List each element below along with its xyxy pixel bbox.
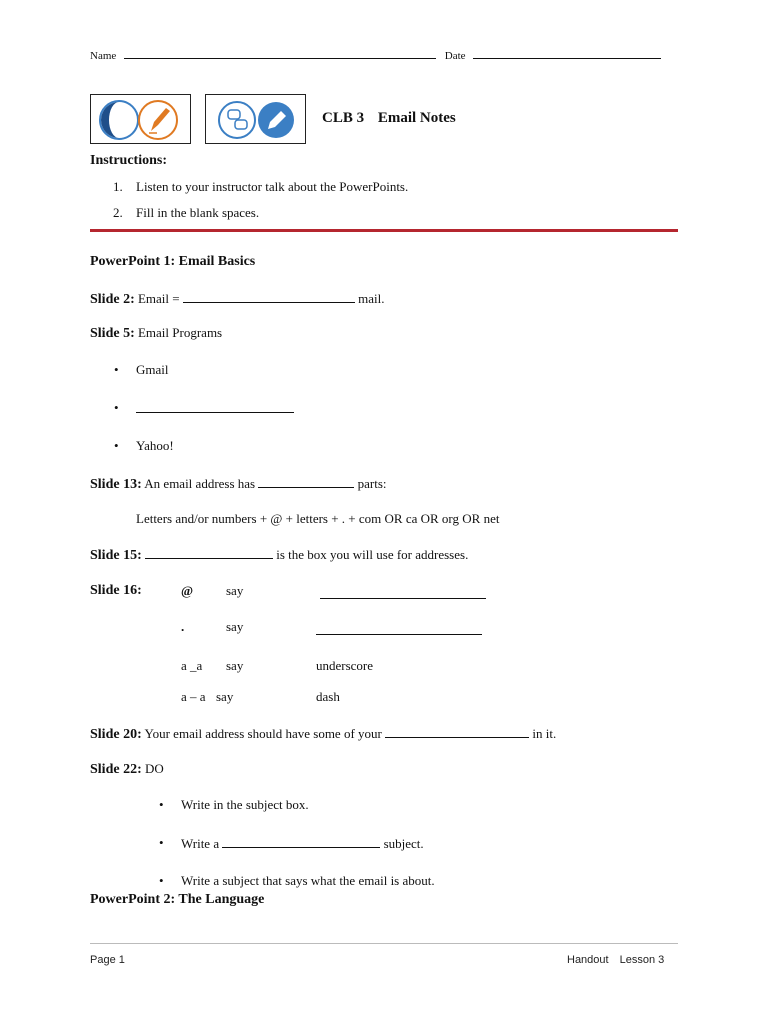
symbol: a – a <box>181 689 206 704</box>
slide-2-line <box>90 290 384 308</box>
blank-field[interactable] <box>136 400 294 413</box>
writing-icon <box>139 101 177 139</box>
section-heading: PowerPoint 2: The Language <box>90 892 265 907</box>
blank-field[interactable] <box>145 546 273 559</box>
slide-label: Slide 22: <box>90 762 142 777</box>
handout-label: Handout <box>567 954 609 966</box>
instruction-item <box>113 179 409 195</box>
slide-20-line <box>90 725 556 743</box>
slide-label: Slide 16: <box>90 583 142 598</box>
listening-icon <box>100 101 138 139</box>
date-label: Date <box>444 50 466 62</box>
footer-label <box>567 954 664 966</box>
symbol: . <box>181 619 185 634</box>
symbol: a _a <box>181 658 203 673</box>
email-formula: Letters and/or numbers + @ + letters + . + com OR ca OR org OR net <box>136 511 500 526</box>
say-label: say <box>226 583 244 598</box>
slide-text: Write a <box>181 836 220 851</box>
skills-logo-listening-writing <box>90 94 191 144</box>
name-date-row <box>90 46 670 64</box>
slide-text: subject. <box>383 836 424 851</box>
say-label: say <box>216 689 234 704</box>
instruction-number: 2. <box>113 205 123 220</box>
list-item <box>181 835 424 852</box>
instruction-item <box>113 205 260 221</box>
slide-label: Slide 5: <box>90 326 135 341</box>
section-heading: PowerPoint 1: Email Basics <box>90 254 256 269</box>
section-divider <box>90 229 678 232</box>
list-item: • Write a subject that says what the email is about. <box>181 873 435 889</box>
footer-divider <box>90 943 678 944</box>
say-label: say <box>226 619 244 634</box>
slide-22-line <box>90 761 164 778</box>
slide-text: is the box you will use for addresses. <box>276 547 469 562</box>
instruction-number: 1. <box>113 179 123 194</box>
date-field[interactable] <box>473 46 661 59</box>
slide-5-line <box>90 325 222 342</box>
slide-text: An email address has <box>144 476 256 491</box>
slide-label: Slide 20: <box>90 727 142 742</box>
symbol: @ <box>181 583 194 598</box>
slide-text: Email = <box>137 291 180 306</box>
speaking-icon <box>219 102 255 138</box>
slide-label: Slide 2: <box>90 292 135 307</box>
list-item: • Write in the subject box. <box>181 797 309 813</box>
lesson-label: Lesson 3 <box>619 954 665 966</box>
title-level: CLB 3 <box>322 110 365 126</box>
slide-text: in it. <box>532 726 557 741</box>
slide-15-line <box>90 546 468 564</box>
slide-label: Slide 13: <box>90 477 142 492</box>
skills-logo-speaking-writing <box>205 94 306 144</box>
blank-field[interactable] <box>385 725 529 738</box>
say-answer: underscore <box>316 658 374 673</box>
name-field[interactable] <box>124 46 436 59</box>
slide-label: Slide 15: <box>90 548 142 563</box>
say-answer: dash <box>316 689 340 704</box>
list-item: • Gmail <box>136 362 169 378</box>
say-label: say <box>226 658 244 673</box>
instructions-heading: Instructions: <box>90 153 168 168</box>
instruction-text: Listen to your instructor talk about the PowerPoints. <box>136 179 409 194</box>
slide-text: DO <box>144 761 164 776</box>
blank-field[interactable] <box>316 622 482 640</box>
slide-text: mail. <box>358 291 385 306</box>
list-item: • Yahoo! <box>136 438 174 454</box>
blank-field[interactable] <box>222 835 380 848</box>
page-number: Page 1 <box>90 954 125 966</box>
title-text: Email Notes <box>377 110 456 126</box>
blank-field[interactable] <box>183 290 355 303</box>
page-title <box>322 110 456 127</box>
slide-text: Email Programs <box>137 325 223 340</box>
pencil-icon <box>258 102 294 138</box>
blank-field[interactable] <box>320 586 486 604</box>
list-item <box>136 400 294 417</box>
slide-text: parts: <box>357 476 387 491</box>
slide-13-line <box>90 475 387 493</box>
slide-text: Your email address should have some of your <box>144 726 382 741</box>
instruction-text: Fill in the blank spaces. <box>136 205 260 220</box>
blank-field[interactable] <box>258 475 354 488</box>
name-label: Name <box>90 50 117 62</box>
